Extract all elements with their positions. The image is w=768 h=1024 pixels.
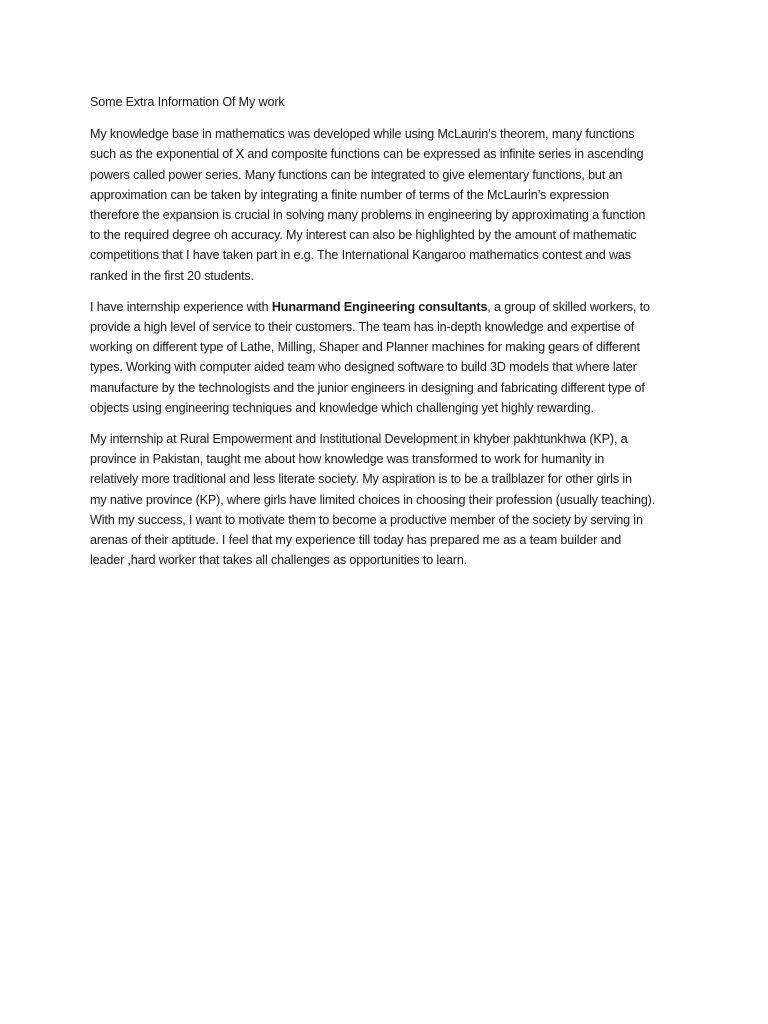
paragraph-line: My knowledge base in mathematics was developed while using McLaurin’s theorem, many functions <box>90 127 635 142</box>
paragraph-line: competitions that I have taken part in e.g. The International Kangaroo mathematics contest and was <box>90 248 631 263</box>
paragraph-line: relatively more traditional and less literate society. My aspiration is to be a trailblazer for other girls in <box>90 472 632 487</box>
paragraph-line: With my success, I want to motivate them to become a productive member of the society by serving in <box>90 512 643 527</box>
paragraph-line <box>90 297 682 317</box>
paragraph-mathematics <box>90 124 682 286</box>
paragraph-line: ranked in the first 20 students. <box>90 268 254 283</box>
line-text: I have internship experience with <box>90 299 272 314</box>
paragraph-line: arenas of their aptitude. I feel that my experience till today has prepared me as a team builder and <box>90 533 622 548</box>
document-page <box>90 92 682 581</box>
paragraph-line: therefore the expansion is crucial in solving many problems in engineering by approximating a function <box>90 208 646 223</box>
paragraph-line: approximation can be taken by integrating a finite number of terms of the McLaurin’s expression <box>90 187 609 202</box>
line-text: , a group of skilled workers, to <box>487 299 650 314</box>
paragraph-line: manufacture by the technologists and the junior engineers in designing and fabricating different type of <box>90 380 645 395</box>
document-heading: Some Extra Information Of My work <box>90 95 285 109</box>
paragraph-line: to the required degree oh accuracy. My interest can also be highlighted by the amount of mathematic <box>90 228 637 243</box>
paragraph-line: leader ,hard worker that takes all challenges as opportunities to learn. <box>90 553 468 568</box>
paragraph-line: My internship at Rural Empowerment and Institutional Development in khyber pakhtunkhwa (KP), a <box>90 432 628 447</box>
paragraph-line: objects using engineering techniques and knowledge which challenging yet highly rewarding. <box>90 400 594 415</box>
paragraph-line: types. Working with computer aided team who designed software to build 3D models that where later <box>90 360 637 375</box>
paragraph-internship-engineering <box>90 297 682 418</box>
paragraph-line: such as the exponential of X and composite functions can be expressed as infinite series in ascending <box>90 147 644 162</box>
paragraph-line: powers called power series. Many functions can be integrated to give elementary functions, but an <box>90 167 623 182</box>
paragraph-line: my native province (KP), where girls have limited choices in choosing their profession (usually teaching). <box>90 492 656 507</box>
paragraph-line: working on different type of Lathe, Milling, Shaper and Planner machines for making gears of different <box>90 340 640 355</box>
paragraph-internship-rural <box>90 429 682 570</box>
paragraph-line: province in Pakistan, taught me about how knowledge was transformed to work for humanity in <box>90 452 605 467</box>
paragraph-line: provide a high level of service to their customers. The team has in-depth knowledge and expertise of <box>90 320 635 335</box>
company-name: Hunarmand Engineering consultants <box>271 299 488 314</box>
